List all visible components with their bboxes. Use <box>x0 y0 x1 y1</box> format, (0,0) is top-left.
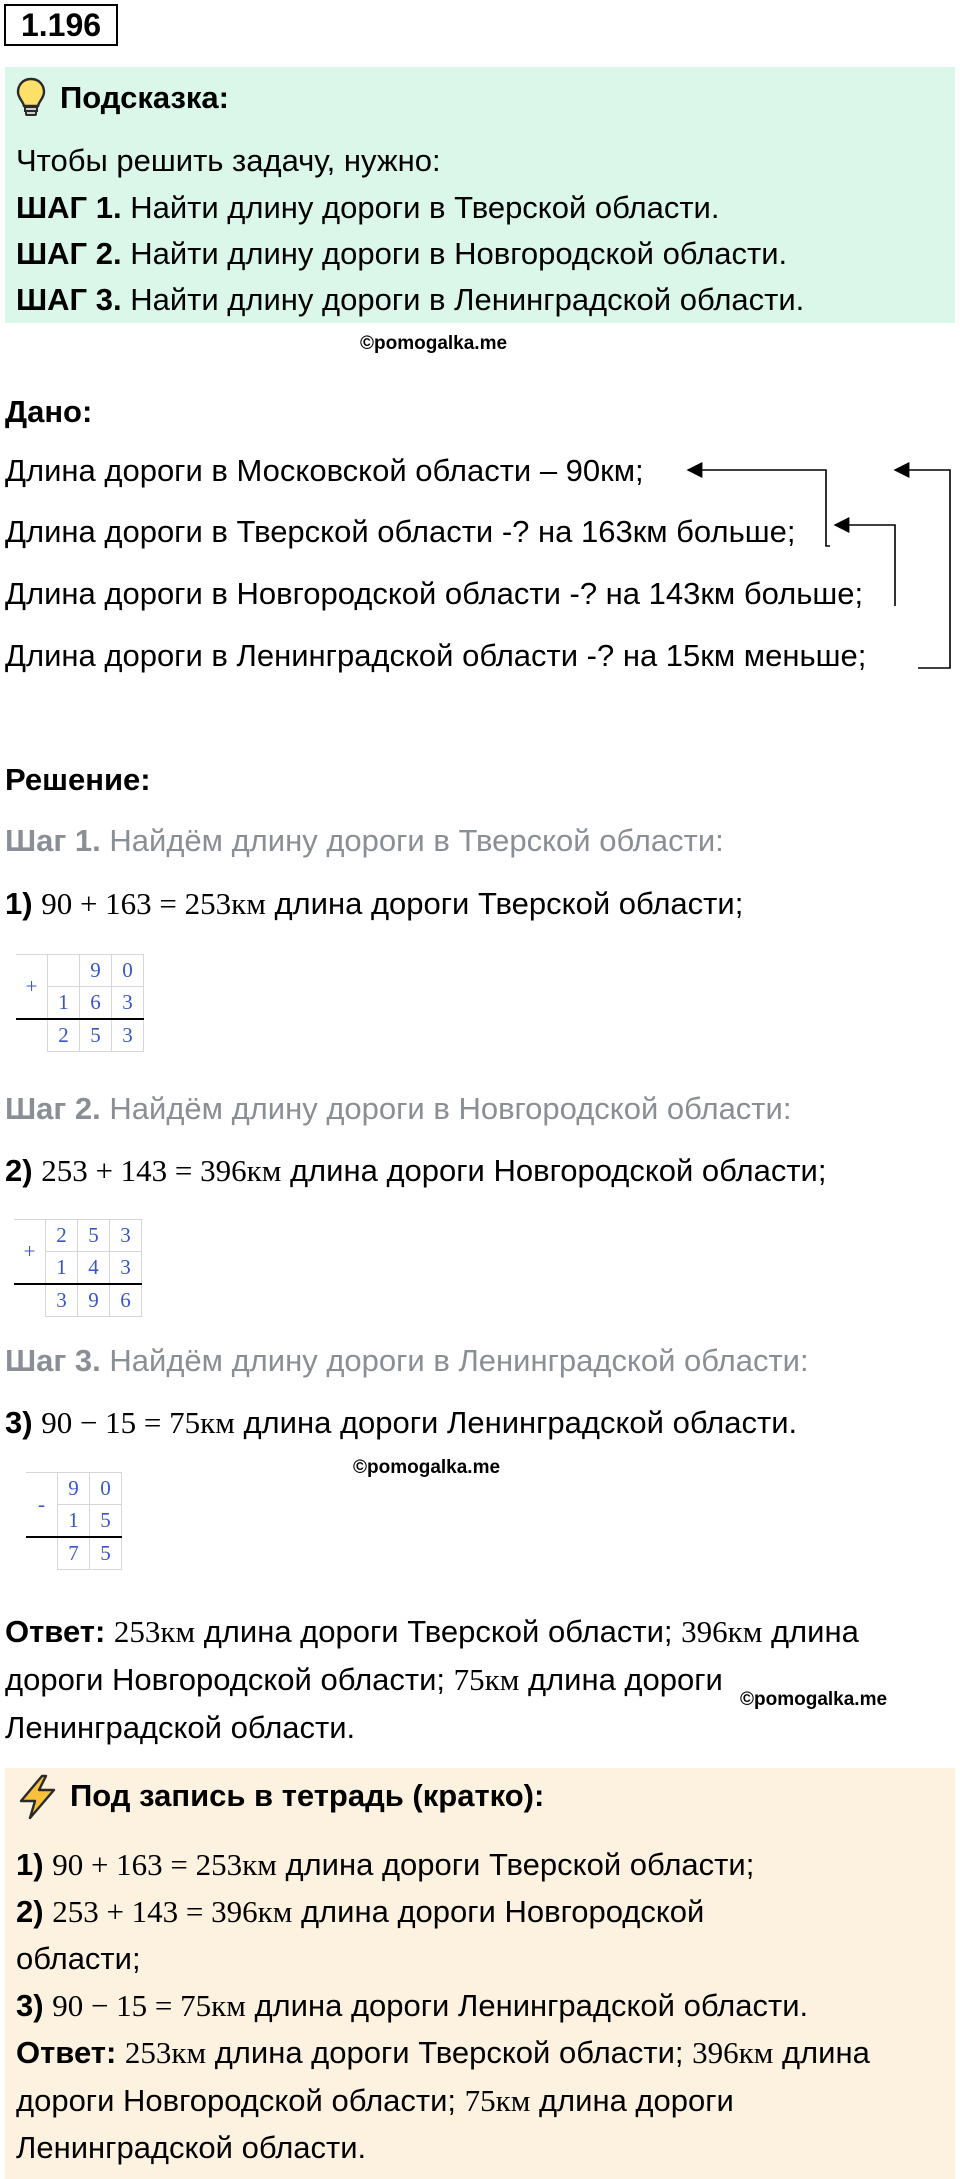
given-line-3: Длина дороги в Новгородской области -? на 143км больше; <box>5 576 864 611</box>
given-line-4: Длина дороги в Ленинградской области -? на 15км меньше; <box>5 638 867 673</box>
notebook-answer-1: Ответ: 253км длина дороги Тверской области; 396км длина <box>16 2035 870 2070</box>
hint-step-2: ШАГ 2. Найти длину дороги в Новгородской области. <box>16 236 788 271</box>
hint-step-3: ШАГ 3. Найти длину дороги в Ленинградской области. <box>16 282 805 317</box>
notebook-title: Под запись в тетрадь (кратко): <box>70 1778 545 1813</box>
step-1-equation: 1) 90 + 163 = 253км длина дороги Тверской области; <box>5 886 744 921</box>
notebook-line-2: 2) 253 + 143 = 396км длина дороги Новгородской <box>16 1894 705 1929</box>
answer-line-3: Ленинградской области. <box>5 1710 356 1745</box>
answer-line-2: дороги Новгородской области; 75км длина дороги <box>5 1662 723 1697</box>
watermark: ©pomogalka.me <box>740 1689 888 1710</box>
answer-line-1: Ответ: 253км длина дороги Тверской области; 396км длина <box>5 1614 859 1649</box>
step-3-heading: Шаг 3. Найдём длину дороги в Ленинградской области: <box>5 1343 809 1378</box>
problem-number: 1.196 <box>4 4 118 46</box>
step-3-equation: 3) 90 − 15 = 75км длина дороги Ленинградской области. <box>5 1405 798 1440</box>
lightning-icon <box>16 1774 60 1820</box>
step-1-heading: Шаг 1. Найдём длину дороги в Тверской области: <box>5 823 724 858</box>
calc-table-1: + 9 0 1 6 3 2 5 3 <box>16 954 144 1052</box>
watermark: ©pomogalka.me <box>360 333 508 354</box>
step-2-heading: Шаг 2. Найдём длину дороги в Новгородской области: <box>5 1091 792 1126</box>
notebook-line-1: 1) 90 + 163 = 253км длина дороги Тверской области; <box>16 1847 755 1882</box>
relation-arrows <box>0 0 960 720</box>
calc-table-2: + 2 5 3 1 4 3 3 9 6 <box>14 1219 142 1317</box>
watermark: ©pomogalka.me <box>353 1457 501 1478</box>
arrow-tver-to-moscow <box>688 470 830 546</box>
given-line-2: Длина дороги в Тверской области -? на 163км больше; <box>5 514 796 549</box>
step-2-equation: 2) 253 + 143 = 396км длина дороги Новгородской области; <box>5 1153 827 1188</box>
arrow-novgorod-to-tver <box>835 525 895 606</box>
solution-title: Решение: <box>5 762 151 797</box>
notebook-answer-2: дороги Новгородской области; 75км длина дороги <box>16 2083 734 2118</box>
given-title: Дано: <box>5 394 93 429</box>
notebook-answer-3: Ленинградской области. <box>16 2130 367 2165</box>
given-line-1: Длина дороги в Московской области – 90км; <box>5 453 644 488</box>
hint-step-1: ШАГ 1. Найти длину дороги в Тверской области. <box>16 190 720 225</box>
notebook-line-2-cont: области; <box>16 1941 141 1976</box>
hint-intro: Чтобы решить задачу, нужно: <box>16 143 441 178</box>
calc-table-3: - 9 0 1 5 7 5 <box>26 1472 122 1570</box>
notebook-line-3: 3) 90 − 15 = 75км длина дороги Ленинградской области. <box>16 1988 809 2023</box>
arrow-leningrad-to-moscow <box>895 470 950 668</box>
hint-title: Подсказка: <box>60 80 229 115</box>
